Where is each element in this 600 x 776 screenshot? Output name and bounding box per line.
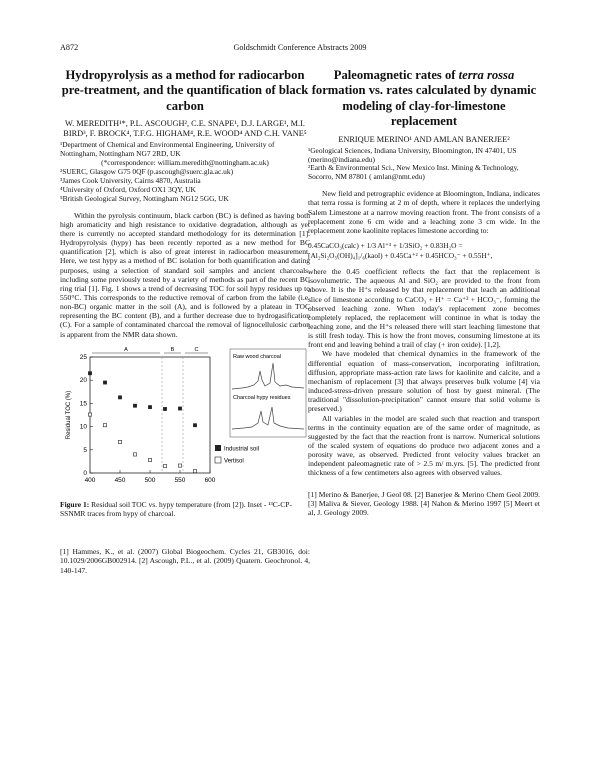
legend-marker-vertisol [215,457,221,463]
industrial-soil-point [163,407,166,410]
journal-name: Goldschmidt Conference Abstracts 2009 [233,43,367,52]
toc-chart [60,345,310,495]
figure-caption [60,500,310,518]
inset-label: Charcoal hypy residues [233,394,291,401]
affiliation: ²SUERC, Glasgow G75 0QF (p.ascough@suerc.gla.ac.uk) [60,166,234,176]
industrial-soil-point [88,371,91,374]
vertisol-point [118,440,121,443]
affiliation: ³James Cook University, Cairns 4870, Australia [60,175,201,185]
affiliation: (*correspondence: william.meredith@nottingham.ac.uk) [101,158,269,168]
x-tick-label: 450 [114,476,126,484]
left-authors: W. MEREDITH¹*, P.L. ASCOUGH², C.E. SNAPE¹, D.J. LARGE¹, M.I. BIRD³, F. BROCK⁴, T.F.G. HIGHAM⁴, R.E. WOOD⁴ AND C.H. VANE⁵ [63,119,307,139]
vertisol-point [133,453,136,456]
industrial-soil-point [193,423,196,426]
industrial-soil-point [103,381,106,384]
y-tick-label: 10 [79,423,87,431]
page-number: A872 [60,43,79,52]
industrial-soil-point [118,396,121,399]
y-axis-label: Residual TOC (%) [66,390,72,439]
right-body-p4: All variables in the model are scaled such that reaction and transport terms in the continuity equation are of the same order of magnitude, as suggested by the fact that the reaction front is narrow. Numerical solutions of the scaled system of equations do produce two adjacent zones and a porosity wave, as observed. Predicted front velocity values bracket an independent paleomagnetic rate of > 2.5 m/ m.yrs. [5]. The predicted front thickness of a few centimeters also agrees with observed values. [308,413,540,478]
region-label: A [124,346,128,353]
right-title [308,68,540,130]
right-body-p2: where the 0.45 coefficient reflects the fact that the replacement is isovolumetric. The aqueous Al and SiO₂ are provided to the front from above. It is the H⁺s released by that replacement that leach an additional slice of limestone according to CaCO₃ + H⁺ = Ca⁺² + HCO₃⁻, forming the observed leaching zone. When today's replacement zone becomes completely replaced, the replacement will continue in what is today the leaching zone, and the H⁺s released there will start leaching limestone that is still fresh today. This is how the front moves, consuming limestone at its front end and leaving behind a trail of clay (+ iron oxide). [1,2]. [308,267,540,350]
left-body: Within the pyrolysis continuum, black carbon (BC) is defined as having both high aromaticity and high resistance to oxidative degradation, although as yet there is currently no accepted standard methodology for its determination [1]. Hydropyrolysis (hypy) has been recently reported as a new method for BC quantification [2], which is also of great interest in radiocarbon measurement. Here, we test hypy as a method of BC isolation for both quantification and dating purposes, using a selection of standard soil samples and ancient charcoals, including some previously tested by a variety of methods as part of the recent BC ring trial [1]. Fig. 1 shows a trend of decreasing TOC for soil hypy residues up to 550°C. This corresponds to the reductive removal of carbon from the labile (i.e. non-BC) organic matter in the soil (A), and is followed by a plateau in TOC representing the BC content (B), and a further decrease due to hydrogasification (C). For a sample of contaminated charcoal the removal of lignocellulosic carbon is apparent from the NMR data shown. [60,210,310,339]
x-tick-label: 400 [84,476,96,484]
equation-line: [Al₂Si₂O₅(OH)₄]₁/₆(kaol) + 0.45Ca⁺² + 0.45HCO₃⁻ + 0.55H⁺, [308,251,493,261]
x-tick-label: 550 [174,476,186,484]
inset-label: Raw wood charcoal [233,353,281,360]
left-title: Hydropyrolysis as a method for radiocarbon pre-treatment, and the quantification of black carbon [61,68,309,113]
right-abstract [308,68,540,518]
affiliation: ¹Department of Chemical and Environmental Engineering, University of Nottingham, Nottingham NG7 2RD, UK [60,140,275,159]
vertisol-point [193,469,196,472]
title-part: Paleomagnetic rates of [333,68,456,82]
caption-text: Residual soil TOC vs. hypy temperature (from [2]). Inset - ¹³C-CP-SSNMR traces from hypy of charcoal. [60,499,292,519]
right-affiliations [308,147,540,183]
figure-1 [60,345,310,535]
right-body-p3: We have modeled that chemical dynamics in the framework of the differential equation of mass-conservation, incorporating infiltration, diffusion, appropriate mass-action rate laws for kaolinite and calcite, and a mechanism of replacement [3] that always preserves bulk volume [4] via induced-stress-driven pressure solution of host by guest mineral. (The traditional "dissolution-precipitation" cannot ensure that solid volume is preserved.) [308,349,540,414]
reaction-equation [308,241,540,261]
x-tick-label: 600 [204,476,216,484]
title-part: formation vs. rates calculated by dynamic modeling of clay-for-limestone replacement [311,83,537,129]
y-tick-label: 15 [79,400,87,408]
vertisol-point [178,464,181,467]
vertisol-point [163,464,166,467]
legend-marker-industrial [215,445,221,451]
region-label: B [170,346,175,353]
region-label: C [194,346,199,353]
equation-line: 0.45CaCO₃(calc) + 1/3 Al⁺³ + 1/3SiO₂ + 0.83H₂O = [308,241,463,251]
plot-frame [90,357,210,473]
y-tick-label: 25 [79,353,87,361]
legend-label: Industrial soil [224,446,260,453]
right-body-p1: New field and petrographic evidence at Bloomington, Indiana, indicates that terra rossa is forming at 2 m of depth, where it replaces the underlying Salem Limestone at a narrow moving reaction front. The front consists of a replacement zone 6 cm wide and a leaching zone 3 cm wide. In the replacement zone kaolinite replaces limestone according to: [308,189,540,235]
y-tick-label: 5 [83,446,87,454]
title-italic: terra rossa [458,68,515,82]
industrial-soil-point [133,404,136,407]
industrial-soil-point [178,407,181,410]
affiliation: ²Earth & Environmental Sci., New Mexico Inst. Mining & Technology, Socorro, NM 87801 ( amlan@nmt.edu) [308,163,519,182]
affiliation: ⁴University of Oxford, Oxford OX1 3QY, UK [60,184,196,194]
caption-label: Figure 1: [60,499,90,509]
vertisol-point [103,423,106,426]
left-affiliations [60,141,310,203]
left-abstract [60,68,310,575]
right-references: [1] Merino & Banerjee, J Geol 08. [2] Banerjee & Merino Chem Geol 2009. [3] Maliva & Siever, Geology 1988. [4] Nahon & Merino 1997 [5] Meert et al, J. Geology 2009. [308,489,540,518]
affiliation: ¹Geological Sciences, Indiana University, Bloomington, IN 47401, US (merino@indiana.edu) [308,145,517,164]
vertisol-point [88,413,91,416]
y-tick-label: 0 [83,469,87,477]
affiliation: ⁵British Geological Survey, Nottingham NG12 5GG, UK [60,193,229,203]
legend-label: Vertisol [224,458,244,465]
vertisol-point [148,458,151,461]
industrial-soil-point [148,405,151,408]
y-tick-label: 20 [79,376,87,384]
right-authors: ENRIQUE MERINO¹ AND AMLAN BANERJEE² [338,134,510,144]
left-references: [1] Hammes, K., et al. (2007) Global Biogeochem. Cycles 21, GB3016, doi: 10.1029/2006GB002914. [2] Ascough, P.L., et al. (2009) Quatern. Geochronol. 4, 140-147. [60,546,310,575]
x-tick-label: 500 [144,476,156,484]
